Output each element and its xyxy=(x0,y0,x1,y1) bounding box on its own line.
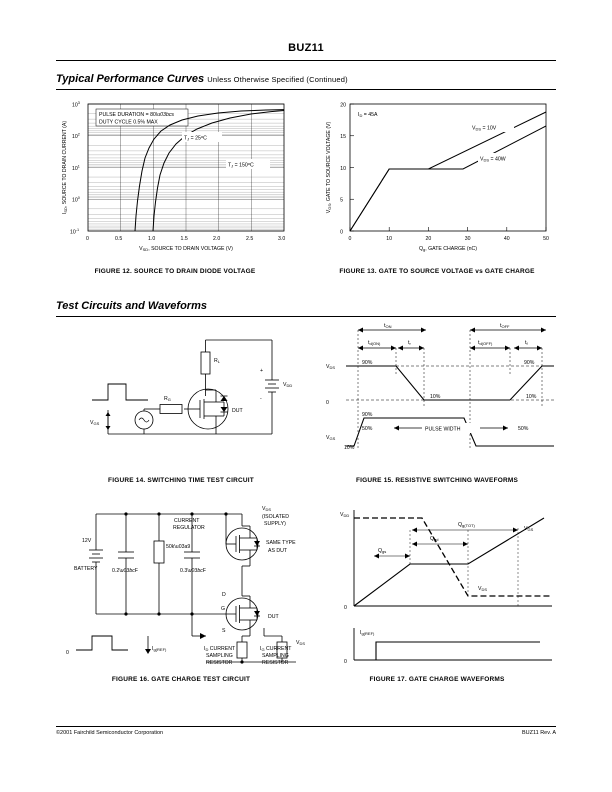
svg-text:BATTERY: BATTERY xyxy=(74,566,98,572)
svg-text:tf: tf xyxy=(525,340,528,346)
svg-text:10-1: $10^{-1}$ xyxy=(70,227,80,236)
svg-text:1.5: 1.5 xyxy=(180,236,188,242)
svg-text:VDS: VDS xyxy=(262,506,272,512)
svg-text:50: 50 xyxy=(543,236,549,242)
svg-text:AS DUT: AS DUT xyxy=(268,548,288,554)
svg-text:SAMPLING: SAMPLING xyxy=(206,653,233,659)
svg-text:0: 0 xyxy=(348,236,352,242)
svg-text:0.5: 0.5 xyxy=(115,236,123,242)
svg-text:RL: RL xyxy=(214,358,220,364)
svg-text:S: S xyxy=(222,628,226,634)
fig16-schematic xyxy=(56,496,306,666)
svg-text:100: $10^0$ xyxy=(72,196,80,204)
svg-text:VDD: VDD xyxy=(283,382,293,388)
svg-text:td(OFF): td(OFF) xyxy=(478,340,493,346)
figure-12 xyxy=(56,96,294,256)
svg-text:ISD, SOURCE TO DRAIN CURRENT (: ISD, SOURCE TO DRAIN CURRENT (A) xyxy=(62,120,68,215)
footer-revision: BUZ11 Rev. A xyxy=(521,730,556,736)
figure-14-caption: FIGURE 14. SWITCHING TIME TEST CIRCUIT xyxy=(108,477,254,484)
svg-text:103: $10^3$ xyxy=(72,101,80,109)
svg-text:SAMPLING: SAMPLING xyxy=(262,653,289,659)
svg-text:D: D xyxy=(222,592,226,598)
svg-text:10%: 10% xyxy=(430,394,441,400)
figure-14 xyxy=(56,324,306,472)
svg-text:REGULATOR: REGULATOR xyxy=(173,525,205,531)
section-title: Typical Performance Curves xyxy=(56,73,205,85)
svg-text:tON: tON xyxy=(384,323,392,329)
svg-text:5: 5 xyxy=(340,197,343,204)
figure-13 xyxy=(318,96,556,256)
figure-17-caption: FIGURE 17. GATE CHARGE WAVEFORMS xyxy=(369,676,505,683)
svg-text:50k\u03a9: 50k\u03a9 xyxy=(166,544,191,550)
footer-divider xyxy=(56,726,556,727)
svg-text:15: 15 xyxy=(340,134,346,140)
svg-text:Qgd: Qgd xyxy=(430,536,439,542)
svg-text:90%: 90% xyxy=(362,412,373,418)
svg-text:PULSE WIDTH: PULSE WIDTH xyxy=(425,426,461,433)
svg-text:SUPPLY): SUPPLY) xyxy=(264,521,286,527)
svg-text:CURRENT: CURRENT xyxy=(174,518,200,524)
svg-text:VDS = 10V: VDS = 10V xyxy=(472,125,497,132)
svg-text:td(ON): td(ON) xyxy=(368,340,381,346)
svg-text:50%: 50% xyxy=(518,426,529,432)
svg-text:1.0: 1.0 xyxy=(148,236,156,242)
svg-text:10: 10 xyxy=(340,165,346,172)
fig15-waveforms xyxy=(318,318,556,470)
svg-text:RESISTOR: RESISTOR xyxy=(262,660,289,666)
title-divider xyxy=(56,60,556,61)
svg-text:Qg, GATE CHARGE (nC): Qg, GATE CHARGE (nC) xyxy=(418,246,478,252)
svg-text:12V: 12V xyxy=(82,538,92,544)
svg-text:0: 0 xyxy=(340,229,343,236)
svg-text:VGS: VGS xyxy=(90,420,100,426)
svg-text:VDS = 40W: VDS = 40W xyxy=(480,156,506,163)
fig13-plot xyxy=(318,96,556,256)
page-title: BUZ11 xyxy=(288,42,324,54)
svg-text:VGS, GATE TO SOURCE VOLTAGE (V: VGS, GATE TO SOURCE VOLTAGE (V) xyxy=(326,121,332,214)
section-divider-2 xyxy=(56,316,556,317)
svg-text:ID CURRENT: ID CURRENT xyxy=(204,646,236,652)
svg-text:10: 10 xyxy=(386,236,393,242)
svg-text:Qg(TOT): Qg(TOT) xyxy=(458,522,475,528)
svg-text:10%: 10% xyxy=(526,394,537,400)
figure-15-caption: FIGURE 15. RESISTIVE SWITCHING WAVEFORMS xyxy=(355,477,519,484)
svg-text:VDS: VDS xyxy=(296,640,306,646)
svg-text:3.0: 3.0 xyxy=(278,236,286,242)
svg-text:0.3\u03bcF: 0.3\u03bcF xyxy=(180,568,206,574)
fig12-plot xyxy=(56,96,294,256)
svg-text:30: 30 xyxy=(464,236,471,242)
svg-text:G: G xyxy=(221,606,226,612)
svg-text:ID = 45A: ID = 45A xyxy=(358,112,378,118)
figure-13-caption: FIGURE 13. GATE TO SOURCE VOLTAGE vs GATE CHARGE xyxy=(339,268,535,275)
svg-text:40: 40 xyxy=(503,236,510,242)
svg-text:VDD: VDD xyxy=(340,512,350,518)
svg-text:VGS: VGS xyxy=(524,526,534,532)
figure-15 xyxy=(318,318,556,470)
fig17-waveforms xyxy=(318,500,556,668)
svg-text:TJ = 150oC: TJ = $150^oC$ xyxy=(228,161,254,169)
svg-text:VSD, SOURCE TO DRAIN VOLTAGE (: VSD, SOURCE TO DRAIN VOLTAGE (V) xyxy=(139,246,233,252)
svg-text:VDS: VDS xyxy=(326,364,336,370)
svg-text:tOFF: tOFF xyxy=(500,323,510,329)
svg-text:TJ = 25oC: TJ = $25^oC$ xyxy=(184,134,207,142)
section-heading-test-circuits xyxy=(56,300,207,312)
figure-16-caption: FIGURE 16. GATE CHARGE TEST CIRCUIT xyxy=(111,676,251,683)
svg-text:0: 0 xyxy=(344,659,347,665)
svg-text:10%: 10% xyxy=(344,445,355,451)
svg-text:VGS: VGS xyxy=(326,435,336,441)
section-title-2: Test Circuits and Waveforms xyxy=(56,300,207,312)
svg-text:PULSE DURATION = 80\u03bcs: PULSE DURATION = 80\u03bcs xyxy=(99,112,175,118)
svg-text:0: 0 xyxy=(66,650,69,656)
svg-text:101: $10^1$ xyxy=(72,164,80,172)
svg-text:2.0: 2.0 xyxy=(213,236,221,242)
svg-text:+: + xyxy=(260,368,264,374)
svg-text:0: 0 xyxy=(344,605,347,611)
svg-text:Ig(REF): Ig(REF) xyxy=(360,630,375,636)
svg-text:-: - xyxy=(260,396,262,402)
section-heading-performance-curves xyxy=(56,73,348,85)
svg-text:RG: RG xyxy=(164,396,171,402)
section-divider-1 xyxy=(56,89,556,90)
svg-text:tr: tr xyxy=(408,340,411,346)
svg-text:SAME TYPE: SAME TYPE xyxy=(266,540,296,546)
svg-text:102: $10^2$ xyxy=(72,132,80,140)
svg-text:VDS: VDS xyxy=(478,586,488,592)
svg-text:Qgs: Qgs xyxy=(378,548,387,554)
svg-text:IG CURRENT: IG CURRENT xyxy=(260,646,292,652)
svg-text:90%: 90% xyxy=(362,360,373,366)
svg-text:50%: 50% xyxy=(362,426,373,432)
svg-text:(ISOLATED: (ISOLATED xyxy=(262,514,289,520)
fig14-schematic xyxy=(56,324,306,472)
svg-text:2.5: 2.5 xyxy=(246,236,254,242)
svg-text:0: 0 xyxy=(326,400,329,406)
figure-17 xyxy=(318,500,556,668)
svg-text:RESISTOR: RESISTOR xyxy=(206,660,233,666)
svg-text:90%: 90% xyxy=(524,360,535,366)
section-subtitle: Unless Otherwise Specified (Continued) xyxy=(207,75,348,84)
svg-text:DUT: DUT xyxy=(268,614,279,620)
svg-text:20: 20 xyxy=(425,236,432,242)
svg-text:DUT: DUT xyxy=(232,408,243,414)
svg-text:DUTY CYCLE 0.5% MAX: DUTY CYCLE 0.5% MAX xyxy=(99,119,158,126)
svg-text:Ig(REF): Ig(REF) xyxy=(152,646,167,652)
svg-text:20: 20 xyxy=(340,102,346,109)
figure-12-caption: FIGURE 12. SOURCE TO DRAIN DIODE VOLTAGE xyxy=(94,268,256,275)
svg-text:0.2\u03bcF: 0.2\u03bcF xyxy=(112,568,138,574)
figure-16 xyxy=(56,496,306,666)
footer-copyright: ©2001 Fairchild Semiconductor Corporation xyxy=(56,730,164,736)
svg-text:0: 0 xyxy=(86,236,89,242)
